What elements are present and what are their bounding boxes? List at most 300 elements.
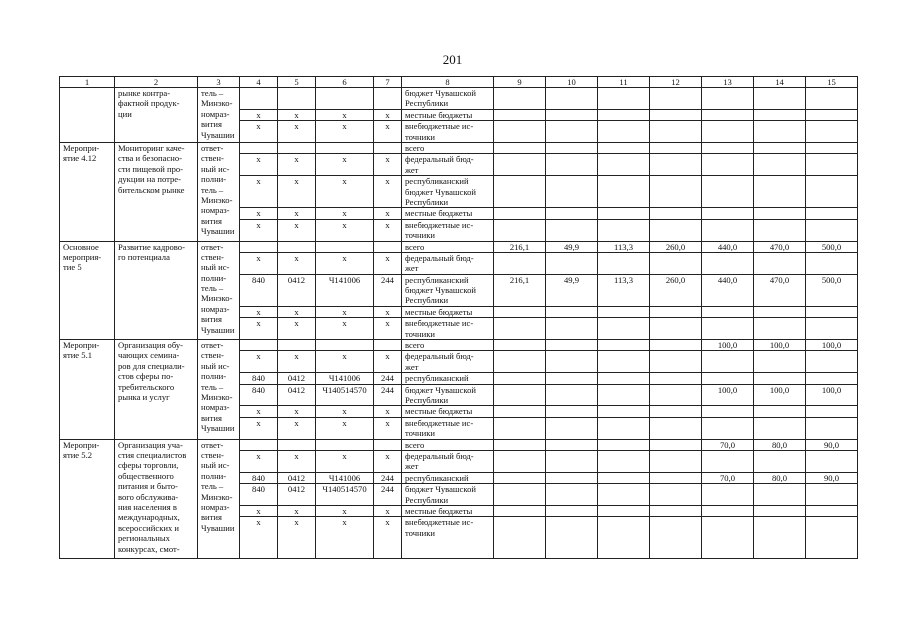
code-cell-c5: х: [278, 351, 316, 373]
amount-cell-year-10: [546, 154, 598, 176]
code-cell-c5: х: [278, 176, 316, 208]
funding-source-cell-line: Республики: [405, 98, 449, 109]
executor-cell: [198, 340, 240, 440]
amount-cell-year-12: [650, 318, 702, 340]
amount-cell-year-14: [754, 484, 806, 506]
code-cell-c4: х: [240, 208, 278, 219]
code-cell-c5: х: [278, 208, 316, 219]
event-code-cell-line: ятие 4.12: [63, 153, 97, 164]
amount-cell-year-13: [702, 121, 754, 143]
event-name-cell: [115, 88, 198, 143]
code-cell-c4: 840: [240, 384, 278, 406]
column-header-13: 13: [702, 77, 754, 88]
code-cell-c5: х: [278, 154, 316, 176]
code-cell-c4: 840: [240, 472, 278, 483]
amount-cell-year-12: [650, 384, 702, 406]
amount-cell-year-11: [598, 384, 650, 406]
amount-cell-year-14: [754, 154, 806, 176]
amount-cell-year-10: [546, 484, 598, 506]
amount-cell-year-9: [494, 154, 546, 176]
funding-source-cell-line: республиканский: [405, 176, 469, 187]
funding-source-cell-line: федеральный бюд-: [405, 351, 474, 362]
amount-cell-year-12: [650, 121, 702, 143]
funding-source-cell-line: местные бюджеты: [405, 406, 473, 417]
code-cell-c6: х: [316, 417, 374, 439]
amount-cell-year-10: [546, 318, 598, 340]
event-name-cell-line: требительского: [118, 381, 175, 392]
event-name-cell: [115, 340, 198, 440]
funding-source-cell-line: местные бюджеты: [405, 306, 473, 317]
funding-source-cell: [402, 252, 494, 274]
funding-source-cell: [402, 373, 494, 384]
table-row: [60, 241, 858, 252]
code-cell-c4: х: [240, 417, 278, 439]
amount-cell-year-9: [494, 417, 546, 439]
amount-cell-year-13: [702, 176, 754, 208]
code-cell-c6: [316, 241, 374, 252]
executor-cell-line: Минэко-: [201, 392, 233, 402]
executor-cell-line: ный ис-: [201, 163, 230, 174]
amount-cell-year-9: [494, 406, 546, 417]
code-cell-c7: 244: [374, 484, 402, 506]
funding-source-cell-line: жет: [405, 361, 419, 372]
amount-cell-year-13: [702, 208, 754, 219]
amount-cell-year-10: [546, 252, 598, 274]
column-header-5: 5: [278, 77, 316, 88]
funding-source-cell-line: республиканский: [405, 274, 469, 285]
event-code-cell: [60, 88, 115, 143]
amount-cell-year-11: [598, 142, 650, 153]
amount-cell-year-15: [806, 318, 858, 340]
code-cell-c5: х: [278, 505, 316, 516]
code-cell-c6: х: [316, 318, 374, 340]
amount-cell-year-10: [546, 472, 598, 483]
amount-cell-year-14: [754, 351, 806, 373]
code-cell-c7: х: [374, 505, 402, 516]
amount-cell-year-13: [702, 252, 754, 274]
event-name-cell-line: Мониторинг каче-: [118, 142, 185, 153]
amount-cell-year-12: [650, 219, 702, 241]
amount-cell-year-9: [494, 472, 546, 483]
event-code-cell-line: ятие 5.1: [63, 350, 93, 361]
amount-cell-year-12: 260,0: [650, 241, 702, 252]
code-cell-c7: х: [374, 451, 402, 473]
funding-source-cell-line: федеральный бюд-: [405, 252, 474, 263]
funding-source-cell-line: бюджет Чувашской: [405, 484, 476, 495]
amount-cell-year-12: [650, 154, 702, 176]
amount-cell-year-9: [494, 88, 546, 110]
amount-cell-year-14: 100,0: [754, 340, 806, 351]
code-cell-c6: х: [316, 109, 374, 120]
executor-cell-line: Чувашии: [201, 324, 235, 335]
amount-cell-year-13: 440,0: [702, 241, 754, 252]
executor-cell: [198, 439, 240, 558]
executor-cell-line: номраз-: [201, 205, 230, 216]
code-cell-c7: х: [374, 252, 402, 274]
event-name-cell-line: региональных: [118, 533, 170, 544]
executor-cell-line: полни-: [201, 470, 227, 481]
amount-cell-year-11: [598, 417, 650, 439]
column-header-10: 10: [546, 77, 598, 88]
executor-cell-line: тель –: [201, 184, 224, 195]
code-cell-c6: х: [316, 121, 374, 143]
amount-cell-year-9: 216,1: [494, 241, 546, 252]
event-name-cell-line: рынке контра-: [118, 88, 171, 98]
funding-source-cell-line: внебюджетные ис-: [405, 219, 474, 230]
code-cell-c6: Ч141006: [316, 274, 374, 306]
event-code-cell-line: мероприя-: [63, 251, 102, 262]
event-name-cell-line: Организация уча-: [118, 439, 183, 450]
amount-cell-year-12: [650, 306, 702, 317]
amount-cell-year-15: [806, 219, 858, 241]
event-code-cell-line: Меропри-: [63, 142, 100, 153]
amount-cell-year-10: [546, 439, 598, 450]
code-cell-c6: х: [316, 176, 374, 208]
code-cell-c4: [240, 439, 278, 450]
executor-cell-line: номраз-: [201, 402, 230, 413]
code-cell-c6: х: [316, 517, 374, 559]
amount-cell-year-9: [494, 318, 546, 340]
amount-cell-year-15: [806, 306, 858, 317]
amount-cell-year-14: [754, 517, 806, 559]
amount-cell-year-14: [754, 109, 806, 120]
column-header-12: 12: [650, 77, 702, 88]
amount-cell-year-11: 113,3: [598, 274, 650, 306]
amount-cell-year-15: [806, 451, 858, 473]
code-cell-c4: х: [240, 154, 278, 176]
executor-cell-line: полни-: [201, 174, 227, 185]
funding-source-cell-line: Республики: [405, 196, 449, 207]
code-cell-c4: [240, 340, 278, 351]
funding-source-cell: [402, 154, 494, 176]
amount-cell-year-10: [546, 88, 598, 110]
funding-source-cell: [402, 406, 494, 417]
funding-source-cell-line: точники: [405, 527, 436, 538]
funding-source-cell-line: местные бюджеты: [405, 505, 473, 516]
amount-cell-year-11: [598, 406, 650, 417]
amount-cell-year-13: [702, 406, 754, 417]
amount-cell-year-11: 113,3: [598, 241, 650, 252]
funding-source-cell-line: Республики: [405, 295, 449, 306]
funding-source-cell: [402, 88, 494, 110]
executor-cell-line: ствен-: [201, 251, 224, 262]
event-code-cell: [60, 142, 115, 241]
funding-source-cell-line: точники: [405, 131, 436, 142]
amount-cell-year-13: [702, 306, 754, 317]
executor-cell: [198, 241, 240, 340]
amount-cell-year-15: [806, 208, 858, 219]
funding-source-cell: [402, 219, 494, 241]
amount-cell-year-11: [598, 121, 650, 143]
funding-source-cell: [402, 340, 494, 351]
code-cell-c6: х: [316, 154, 374, 176]
code-cell-c5: [278, 241, 316, 252]
amount-cell-year-13: [702, 351, 754, 373]
code-cell-c7: [374, 241, 402, 252]
amount-cell-year-10: [546, 208, 598, 219]
amount-cell-year-11: [598, 373, 650, 384]
amount-cell-year-9: [494, 384, 546, 406]
amount-cell-year-14: [754, 121, 806, 143]
executor-cell-line: ный ис-: [201, 360, 230, 371]
executor-cell-line: вития: [201, 412, 222, 423]
amount-cell-year-9: [494, 142, 546, 153]
event-name-cell: [115, 439, 198, 558]
code-cell-c4: х: [240, 306, 278, 317]
code-cell-c6: [316, 88, 374, 110]
amount-cell-year-14: [754, 142, 806, 153]
column-header-4: 4: [240, 77, 278, 88]
amount-cell-year-11: [598, 252, 650, 274]
code-cell-c4: х: [240, 109, 278, 120]
column-header-2: 2: [115, 77, 198, 88]
funding-source-cell: [402, 417, 494, 439]
amount-cell-year-14: 80,0: [754, 472, 806, 483]
code-cell-c4: х: [240, 176, 278, 208]
funding-source-cell-line: федеральный бюд-: [405, 451, 474, 462]
budget-table: [59, 76, 858, 559]
amount-cell-year-10: [546, 109, 598, 120]
event-name-cell-line: рынка и услуг: [118, 392, 170, 402]
funding-source-cell-line: жет: [405, 461, 419, 472]
amount-cell-year-12: [650, 451, 702, 473]
code-cell-c7: 244: [374, 274, 402, 306]
event-code-cell-line: Меропри-: [63, 340, 100, 351]
funding-source-cell: [402, 109, 494, 120]
amount-cell-year-10: [546, 121, 598, 143]
event-name-cell-line: сти пищевой про-: [118, 163, 184, 174]
funding-source-cell: [402, 351, 494, 373]
funding-source-cell: [402, 274, 494, 306]
code-cell-c6: х: [316, 252, 374, 274]
amount-cell-year-14: [754, 373, 806, 384]
executor-cell-line: тель –: [201, 283, 224, 294]
code-cell-c7: х: [374, 351, 402, 373]
amount-cell-year-13: [702, 517, 754, 559]
amount-cell-year-13: [702, 373, 754, 384]
code-cell-c4: х: [240, 505, 278, 516]
amount-cell-year-14: [754, 219, 806, 241]
event-name-cell-line: стия специалистов: [118, 450, 187, 460]
event-name-cell-line: стов сферы по-: [118, 371, 174, 382]
amount-cell-year-12: [650, 340, 702, 351]
funding-source-cell-line: всего: [405, 340, 425, 351]
amount-cell-year-15: 100,0: [806, 340, 858, 351]
amount-cell-year-12: [650, 109, 702, 120]
amount-cell-year-15: [806, 88, 858, 110]
amount-cell-year-13: 70,0: [702, 472, 754, 483]
code-cell-c5: х: [278, 121, 316, 143]
code-cell-c4: х: [240, 219, 278, 241]
executor-cell-line: ответ-: [201, 439, 224, 450]
amount-cell-year-15: [806, 517, 858, 559]
code-cell-c4: х: [240, 451, 278, 473]
funding-source-cell-line: всего: [405, 439, 425, 450]
event-name-cell-line: питания и быто-: [118, 481, 178, 492]
event-code-cell-line: ятие 5.2: [63, 450, 93, 460]
event-name-cell-line: ров для специали-: [118, 360, 185, 371]
amount-cell-year-15: [806, 417, 858, 439]
executor-cell-line: тель –: [201, 381, 224, 392]
event-code-cell: [60, 241, 115, 340]
funding-source-cell-line: республиканский: [405, 472, 469, 483]
amount-cell-year-12: [650, 176, 702, 208]
column-header-9: 9: [494, 77, 546, 88]
executor-cell-line: ответ-: [201, 241, 224, 252]
code-cell-c7: х: [374, 109, 402, 120]
amount-cell-year-9: [494, 109, 546, 120]
event-code-cell-line: Основное: [63, 241, 99, 252]
amount-cell-year-12: [650, 252, 702, 274]
amount-cell-year-9: [494, 252, 546, 274]
code-cell-c5: 0412: [278, 472, 316, 483]
executor-cell-line: Чувашии: [201, 522, 235, 533]
amount-cell-year-9: [494, 373, 546, 384]
funding-source-cell: [402, 517, 494, 559]
code-cell-c4: х: [240, 406, 278, 417]
code-cell-c6: [316, 340, 374, 351]
funding-source-cell: [402, 451, 494, 473]
amount-cell-year-13: 100,0: [702, 384, 754, 406]
amount-cell-year-9: 216,1: [494, 274, 546, 306]
table-row: [60, 439, 858, 450]
event-name-cell-line: ции: [118, 108, 132, 119]
amount-cell-year-12: [650, 505, 702, 516]
code-cell-c7: х: [374, 154, 402, 176]
funding-source-cell-line: Республики: [405, 494, 449, 505]
amount-cell-year-11: [598, 318, 650, 340]
event-name-cell-line: дукции на потре-: [118, 174, 181, 185]
table-row: [60, 340, 858, 351]
executor-cell-line: ответ-: [201, 142, 224, 153]
amount-cell-year-10: [546, 406, 598, 417]
event-name-cell: [115, 142, 198, 241]
executor-cell-line: вития: [201, 314, 222, 325]
amount-cell-year-14: [754, 417, 806, 439]
code-cell-c7: х: [374, 219, 402, 241]
event-name-cell-line: конкурсах, смот-: [118, 543, 180, 554]
code-cell-c5: [278, 340, 316, 351]
amount-cell-year-15: [806, 109, 858, 120]
amount-cell-year-9: [494, 219, 546, 241]
amount-cell-year-14: [754, 451, 806, 473]
executor-cell-line: ствен-: [201, 350, 224, 361]
executor-cell: [198, 142, 240, 241]
amount-cell-year-11: [598, 505, 650, 516]
funding-source-cell-line: бюджет Чувашской: [405, 88, 476, 98]
event-name-cell-line: ства и безопасно-: [118, 153, 183, 164]
funding-source-cell-line: республиканский: [405, 373, 469, 384]
code-cell-c6: х: [316, 351, 374, 373]
executor-cell-line: тель –: [201, 88, 224, 98]
code-cell-c5: х: [278, 451, 316, 473]
column-header-8: 8: [402, 77, 494, 88]
amount-cell-year-13: [702, 318, 754, 340]
amount-cell-year-11: [598, 351, 650, 373]
funding-source-cell: [402, 142, 494, 153]
amount-cell-year-12: [650, 373, 702, 384]
code-cell-c5: х: [278, 219, 316, 241]
amount-cell-year-15: [806, 351, 858, 373]
amount-cell-year-15: [806, 121, 858, 143]
funding-source-cell: [402, 176, 494, 208]
code-cell-c6: х: [316, 505, 374, 516]
code-cell-c4: 840: [240, 274, 278, 306]
amount-cell-year-11: [598, 219, 650, 241]
code-cell-c7: [374, 340, 402, 351]
funding-source-cell-line: федеральный бюд-: [405, 154, 474, 165]
amount-cell-year-9: [494, 340, 546, 351]
event-name-cell-line: чающих семина-: [118, 350, 180, 361]
amount-cell-year-12: [650, 439, 702, 450]
code-cell-c7: х: [374, 176, 402, 208]
funding-source-cell-line: внебюджетные ис-: [405, 517, 474, 528]
amount-cell-year-15: [806, 484, 858, 506]
executor-cell-line: Минэко-: [201, 98, 233, 109]
code-cell-c4: х: [240, 121, 278, 143]
code-cell-c7: [374, 439, 402, 450]
amount-cell-year-13: [702, 154, 754, 176]
amount-cell-year-10: [546, 384, 598, 406]
code-cell-c6: х: [316, 451, 374, 473]
event-name-cell-line: го потенциала: [118, 251, 170, 262]
event-name-cell-line: фактной продук-: [118, 98, 180, 109]
amount-cell-year-11: [598, 88, 650, 110]
code-cell-c7: х: [374, 517, 402, 559]
funding-source-cell-line: внебюджетные ис-: [405, 417, 474, 428]
amount-cell-year-11: [598, 109, 650, 120]
amount-cell-year-13: 440,0: [702, 274, 754, 306]
funding-source-cell-line: всего: [405, 142, 425, 153]
column-header-11: 11: [598, 77, 650, 88]
funding-source-cell-line: местные бюджеты: [405, 109, 473, 120]
code-cell-c7: 244: [374, 384, 402, 406]
code-cell-c7: 244: [374, 472, 402, 483]
code-cell-c6: [316, 439, 374, 450]
amount-cell-year-10: [546, 373, 598, 384]
event-name-cell-line: вого обслужива-: [118, 491, 179, 502]
amount-cell-year-15: [806, 406, 858, 417]
amount-cell-year-13: 70,0: [702, 439, 754, 450]
funding-source-cell-line: бюджет Чувашской: [405, 186, 476, 197]
code-cell-c7: 244: [374, 373, 402, 384]
amount-cell-year-15: 90,0: [806, 439, 858, 450]
amount-cell-year-9: [494, 439, 546, 450]
amount-cell-year-10: [546, 351, 598, 373]
amount-cell-year-10: 49,9: [546, 274, 598, 306]
funding-source-cell-line: жет: [405, 263, 419, 274]
amount-cell-year-14: 80,0: [754, 439, 806, 450]
code-cell-c5: х: [278, 517, 316, 559]
funding-source-cell: [402, 208, 494, 219]
code-cell-c5: [278, 439, 316, 450]
page-number: 201: [442, 52, 463, 67]
amount-cell-year-10: [546, 142, 598, 153]
executor-cell-line: номраз-: [201, 501, 230, 512]
amount-cell-year-12: [650, 406, 702, 417]
funding-source-cell: [402, 241, 494, 252]
amount-cell-year-9: [494, 208, 546, 219]
code-cell-c6: х: [316, 406, 374, 417]
funding-source-cell-line: Республики: [405, 395, 449, 406]
amount-cell-year-12: [650, 517, 702, 559]
amount-cell-year-9: [494, 505, 546, 516]
amount-cell-year-11: [598, 517, 650, 559]
amount-cell-year-9: [494, 517, 546, 559]
event-name-cell-line: ния населения в: [118, 501, 177, 512]
amount-cell-year-11: [598, 451, 650, 473]
code-cell-c5: х: [278, 318, 316, 340]
